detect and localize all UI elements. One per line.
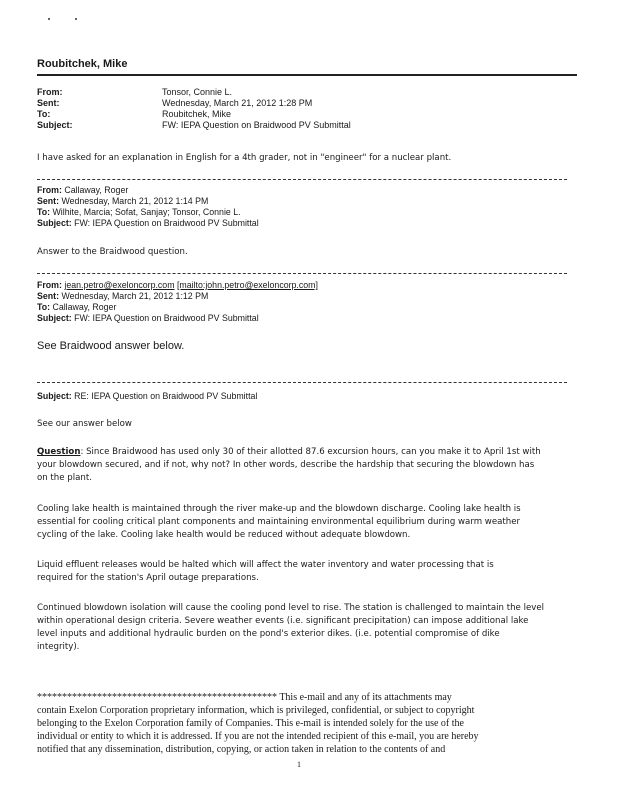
fwd1-sent: Sent: Wednesday, March 21, 2012 1:14 PM xyxy=(37,196,209,206)
forward-separator xyxy=(37,179,567,180)
scan-speck xyxy=(48,18,50,20)
paragraph-3-line-3: level inputs and additional hydraulic burden on the pond's exterior dikes. (i.e. potential compromise of dike xyxy=(37,629,500,639)
fwd1-subject: Subject: FW: IEPA Question on Braidwood PV Submittal xyxy=(37,218,259,228)
forward-separator xyxy=(37,273,567,274)
forward-separator xyxy=(37,382,567,383)
header-divider xyxy=(37,74,577,76)
subject-label: Subject: xyxy=(37,120,73,130)
fwd3-subject: Subject: RE: IEPA Question on Braidwood PV Submittal xyxy=(37,391,258,401)
to-value: Roubitchek, Mike xyxy=(162,109,232,119)
disclaimer-line-1: ************************************************ This e-mail and any of its attachments may xyxy=(37,692,452,703)
paragraph-3-line-2: within operational design criteria. Severe weather events (i.e. significant precipitation) can impose additional lake xyxy=(37,616,529,626)
fwd1-body: Answer to the Braidwood question. xyxy=(37,247,188,257)
question-line-1: Question: Since Braidwood has used only 30 of their allotted 87.6 excursion hours, can you make it to April 1st with xyxy=(37,447,541,457)
disclaimer-line-2: contain Exelon Corporation proprietary information, which is privileged, confidential, or subject to copyright xyxy=(37,705,475,716)
paragraph-1-line-2: essential for cooling critical plant components and maintaining environmental equilibrium during warm weather xyxy=(37,517,521,527)
disclaimer-line-4: individual or entity to which it is addressed. If you are not the intended recipient of this e-mail, you are hereby xyxy=(37,731,479,742)
disclaimer-line-5: notified that any dissemination, distribution, copying, or action taken in relation to the contents of and xyxy=(37,744,446,755)
mailbox-owner-name: Roubitchek, Mike xyxy=(37,58,128,70)
sent-value: Wednesday, March 21, 2012 1:28 PM xyxy=(162,98,313,108)
fwd1-from: From: Callaway, Roger xyxy=(37,185,129,195)
paragraph-3-line-1: Continued blowdown isolation will cause the cooling pond level to rise. The station is challenged to maintain the level xyxy=(37,603,545,613)
intro-message: I have asked for an explanation in English for a 4th grader, not in "engineer" for a nuclear plant. xyxy=(37,153,452,163)
fwd2-body: See Braidwood answer below. xyxy=(37,340,185,352)
fwd1-to: To: Wilhite, Marcia; Sofat, Sanjay; Tonsor, Connie L. xyxy=(37,207,241,217)
see-answer-text: See our answer below xyxy=(37,419,132,429)
to-label: To: xyxy=(37,109,51,119)
disclaimer-stars: ************************************************ xyxy=(37,692,277,703)
page-number: 1 xyxy=(297,760,301,769)
sender-mailto-link[interactable]: [mailto:john.petro@exeloncorp.com] xyxy=(176,280,318,290)
paragraph-1-line-1: Cooling lake health is maintained through the river make-up and the blowdown discharge. Cooling lake health is xyxy=(37,504,521,514)
from-value: Tonsor, Connie L. xyxy=(162,87,233,97)
fwd2-to: To: Callaway, Roger xyxy=(37,302,117,312)
fwd2-subject: Subject: FW: IEPA Question on Braidwood PV Submittal xyxy=(37,313,259,323)
paragraph-3-line-4: integrity). xyxy=(37,642,80,652)
scan-speck xyxy=(75,18,77,20)
subject-value: FW: IEPA Question on Braidwood PV Submittal xyxy=(162,120,351,130)
question-line-2: your blowdown secured, and if not, why not? In other words, describe the hardship that securing the blowdown has xyxy=(37,460,535,470)
disclaimer-line-3: belonging to the Exelon Corporation family of Companies. This e-mail is intended solely for the use of the xyxy=(37,718,464,729)
fwd2-from: From: jean.petro@exeloncorp.com [mailto:john.petro@exeloncorp.com] xyxy=(37,280,318,290)
paragraph-1-line-3: cycling of the lake. Cooling lake health would be reduced without adequate blowdown. xyxy=(37,530,411,540)
fwd2-sent: Sent: Wednesday, March 21, 2012 1:12 PM xyxy=(37,291,209,301)
sender-email-link[interactable]: jean.petro@exeloncorp.com xyxy=(64,280,175,290)
from-label: From: xyxy=(37,87,63,97)
paragraph-2-line-1: Liquid effluent releases would be halted which will affect the water inventory and water processing that is xyxy=(37,560,494,570)
question-label: Question xyxy=(37,447,81,457)
question-line-3: on the plant. xyxy=(37,473,92,483)
sent-label: Sent: xyxy=(37,98,60,108)
paragraph-2-line-2: required for the station's April outage preparations. xyxy=(37,573,259,583)
